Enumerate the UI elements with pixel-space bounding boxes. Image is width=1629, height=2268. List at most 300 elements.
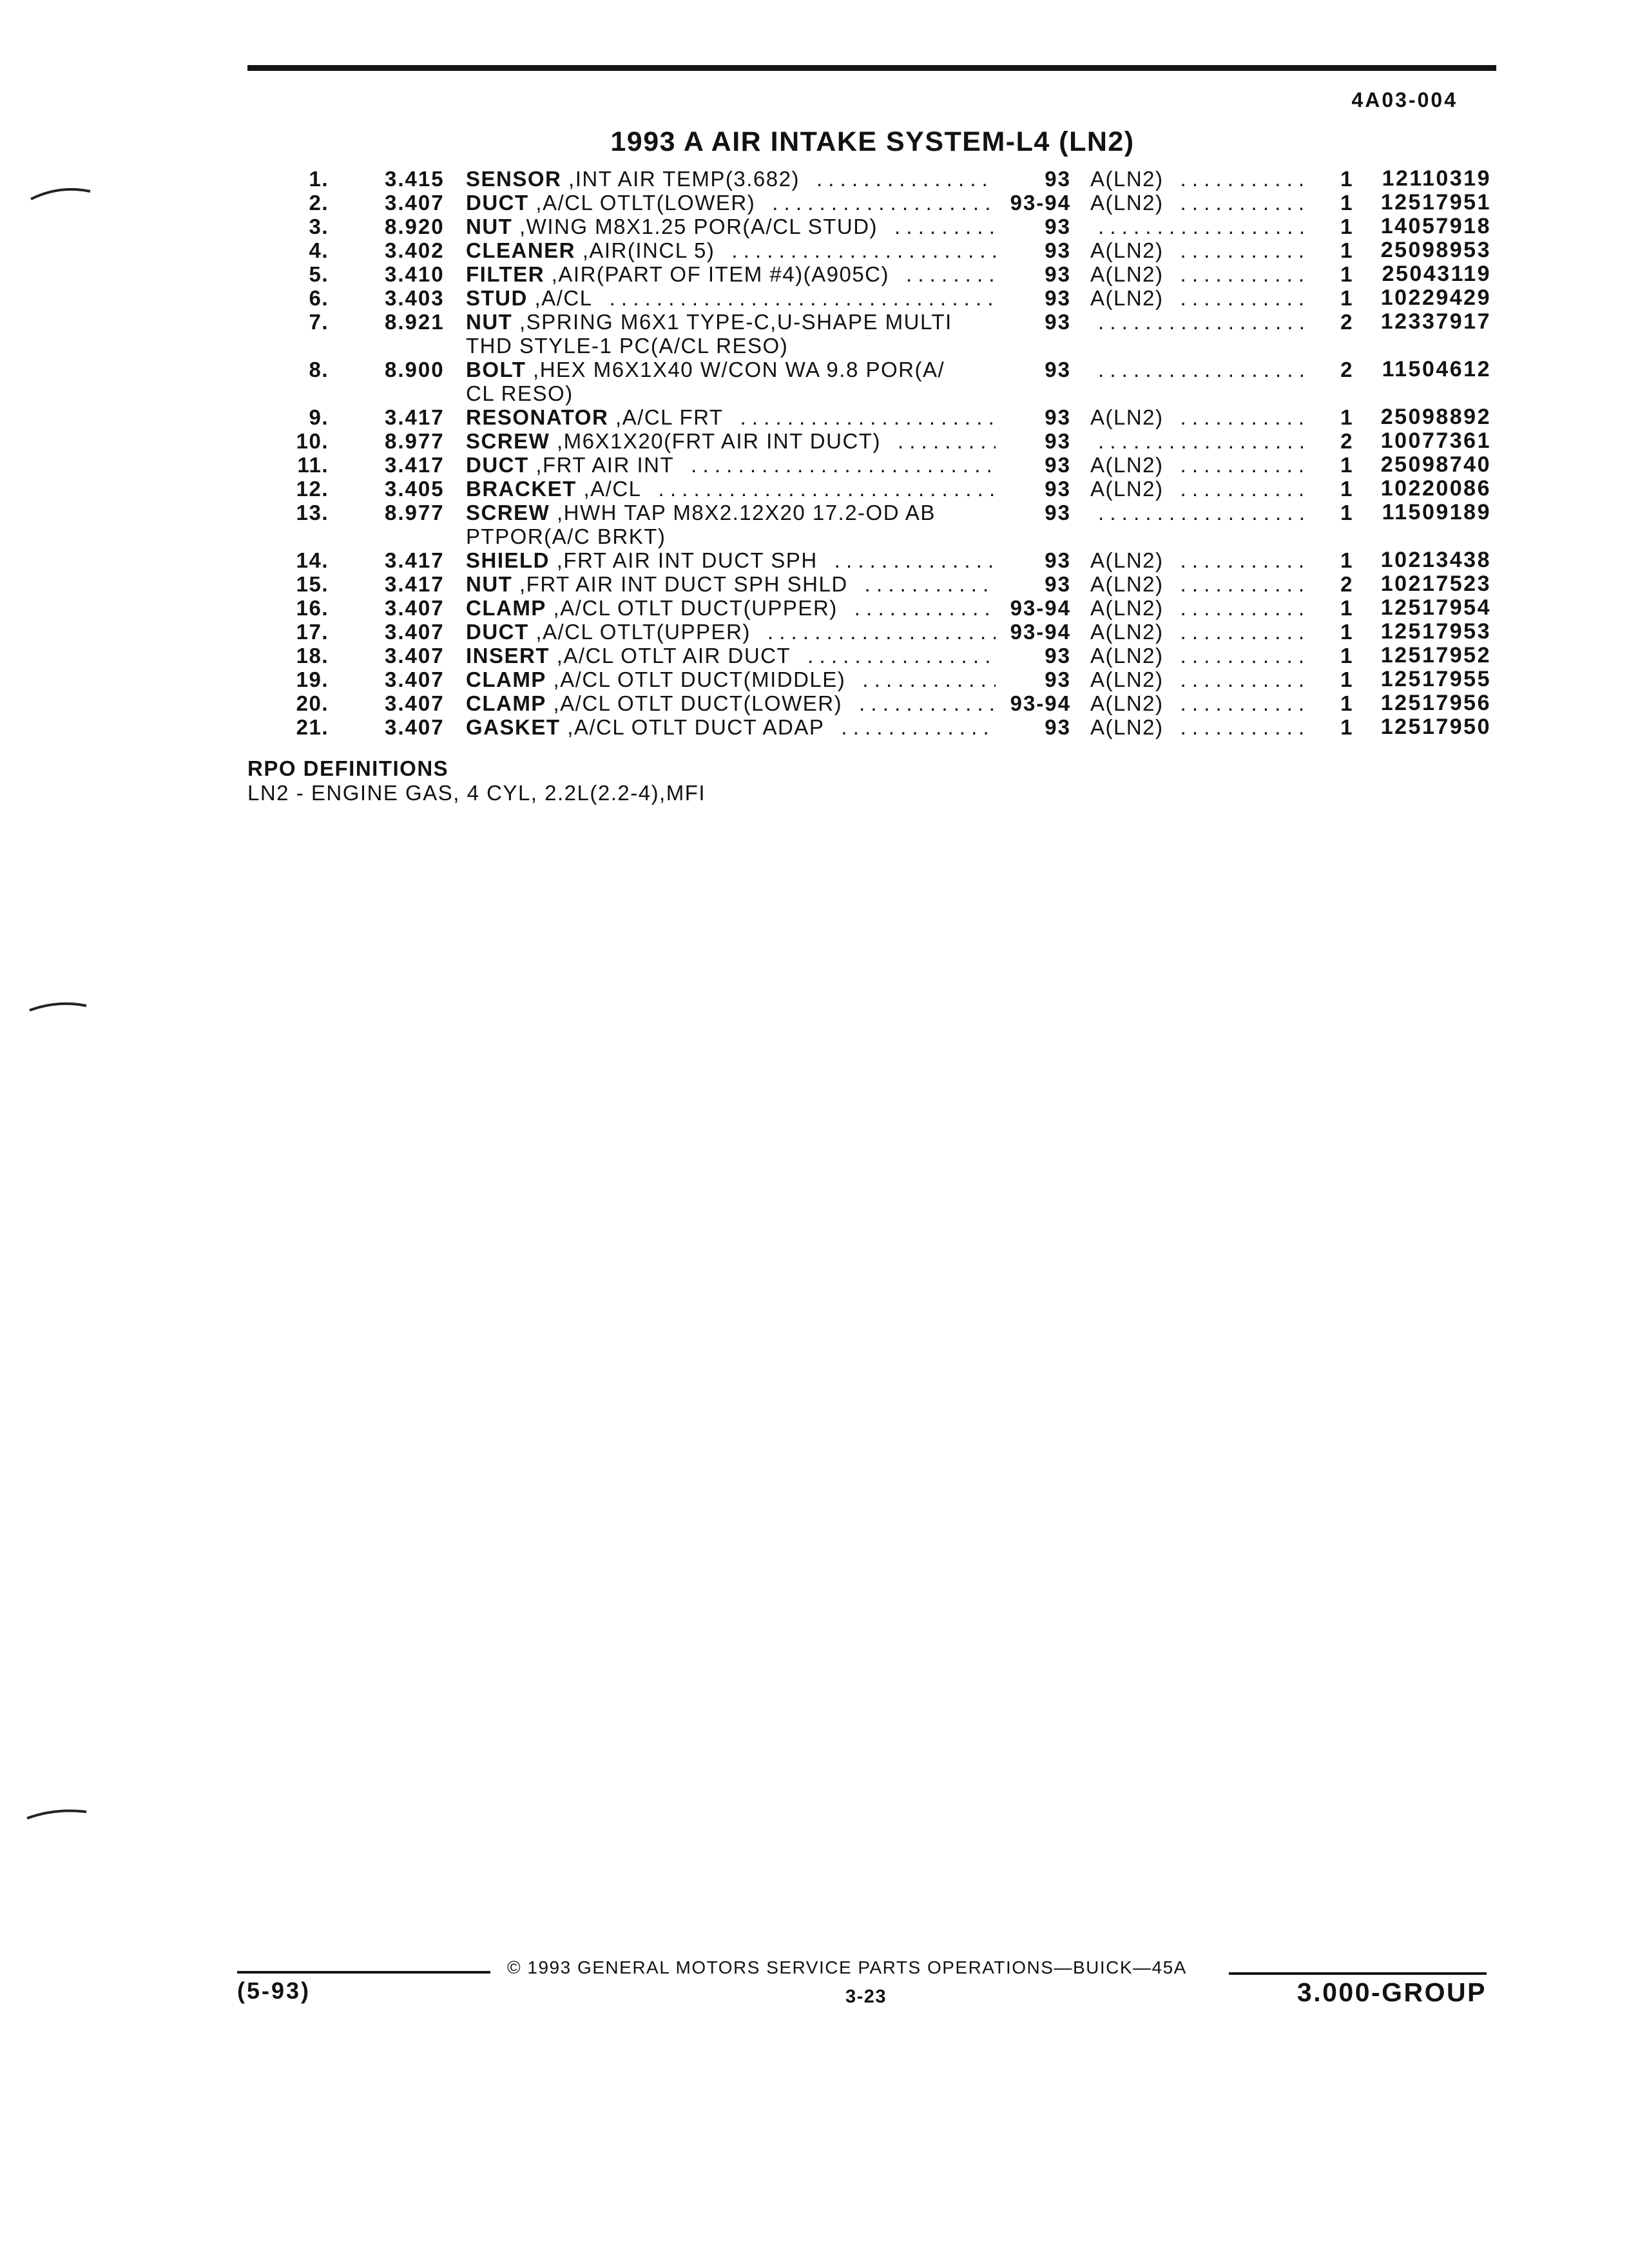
part-description [466, 477, 996, 501]
part-detail: ,AIR(PART OF ITEM #4)(A905C) [551, 262, 889, 286]
part-detail: ,A/CL OTLT(LOWER) [535, 191, 756, 215]
leader-dots [894, 215, 996, 238]
model-years: 93 [1045, 429, 1071, 453]
part-name: NUT [466, 310, 513, 334]
page-title: 1993 A AIR INTAKE SYSTEM-L4 (LN2) [610, 126, 1135, 157]
parts-row [0, 215, 1629, 238]
group-number: 3.410 [385, 262, 445, 286]
usage-code [1090, 358, 1304, 381]
group-number: 3.407 [385, 644, 445, 668]
description-text [466, 167, 800, 191]
part-number: 14057918 [1380, 214, 1491, 238]
parts-row [0, 691, 1629, 715]
parts-row-line [0, 453, 1629, 477]
part-number: 11504612 [1382, 357, 1491, 381]
part-name: SENSOR [466, 167, 562, 191]
usage-text: A(LN2) [1090, 668, 1164, 691]
model-years: 93 [1045, 715, 1071, 739]
part-name: SCREW [466, 429, 550, 453]
part-detail: ,FRT AIR INT DUCT SPH [556, 548, 818, 572]
item-number: 15. [296, 572, 329, 596]
usage-text: A(LN2) [1090, 405, 1164, 429]
part-description [466, 191, 996, 215]
part-name: BOLT [466, 358, 526, 381]
parts-row-line [0, 715, 1629, 739]
part-description [466, 668, 996, 691]
parts-row-line [0, 191, 1629, 215]
item-number: 18. [296, 644, 329, 668]
part-number: 10213438 [1380, 548, 1491, 572]
part-description [466, 644, 996, 668]
description-text [466, 620, 751, 644]
model-years: 93 [1045, 286, 1071, 310]
model-years: 93-94 [1010, 191, 1071, 215]
quantity: 1 [1340, 262, 1353, 286]
usage-code [1090, 429, 1304, 453]
model-years: 93 [1045, 238, 1071, 262]
leader-dots [1181, 453, 1304, 477]
leader-dots [1181, 262, 1304, 286]
footer-rule-left [237, 1971, 490, 1974]
copyright-notice: © 1993 GENERAL MOTORS SERVICE PARTS OPERATIONS—BUICK—45A [507, 1957, 1187, 1977]
description-text [466, 358, 945, 381]
parts-row [0, 238, 1629, 262]
group-number: 3.417 [385, 405, 445, 429]
description-text [466, 691, 842, 715]
leader-dots [1181, 691, 1304, 715]
leader-dots [1181, 238, 1304, 262]
description-text [466, 262, 889, 286]
quantity: 1 [1340, 453, 1353, 477]
quantity: 1 [1340, 238, 1353, 262]
parts-row [0, 620, 1629, 644]
usage-text: A(LN2) [1090, 644, 1164, 668]
usage-text: A(LN2) [1090, 715, 1164, 739]
usage-text: A(LN2) [1090, 262, 1164, 286]
leader-dots [1181, 596, 1304, 620]
usage-code [1090, 668, 1304, 691]
quantity: 1 [1340, 191, 1353, 215]
parts-row-line [0, 358, 1629, 381]
usage-text: A(LN2) [1090, 691, 1164, 715]
item-number: 7. [309, 310, 329, 334]
description-text [466, 405, 724, 429]
part-number: 10077361 [1380, 428, 1491, 453]
parts-row-line [0, 668, 1629, 691]
part-detail: ,WING M8X1.25 POR(A/CL STUD) [519, 215, 878, 238]
group-number: 3.417 [385, 453, 445, 477]
part-detail: ,A/CL FRT [615, 405, 724, 429]
description-text [466, 668, 845, 691]
parts-row [0, 191, 1629, 215]
item-number: 1. [309, 167, 329, 191]
part-number: 11509189 [1382, 500, 1491, 524]
part-name: BRACKET [466, 477, 577, 501]
item-number: 4. [309, 238, 329, 262]
group-number: 8.920 [385, 215, 445, 238]
part-detail: ,A/CL OTLT DUCT(UPPER) [553, 596, 838, 620]
usage-code [1090, 238, 1304, 262]
usage-code [1090, 596, 1304, 620]
group-number: 3.402 [385, 238, 445, 262]
usage-text: A(LN2) [1090, 477, 1164, 501]
leader-dots [1181, 167, 1304, 191]
part-number: 10229429 [1380, 285, 1491, 310]
parts-row-line [0, 596, 1629, 620]
model-years: 93 [1045, 644, 1071, 668]
group-number: 3.407 [385, 620, 445, 644]
quantity: 1 [1340, 691, 1353, 715]
top-rule [247, 65, 1496, 71]
part-name: INSERT [466, 644, 550, 668]
part-name: NUT [466, 572, 513, 596]
part-description [466, 405, 996, 429]
usage-code [1090, 477, 1304, 501]
description-text [466, 572, 848, 596]
part-description [466, 262, 996, 286]
group-number: 3.405 [385, 477, 445, 501]
group-label: 3.000-GROUP [1296, 1977, 1487, 2007]
item-number: 17. [296, 620, 329, 644]
description-text [466, 310, 952, 334]
model-years: 93 [1045, 668, 1071, 691]
description-text [466, 238, 715, 262]
part-detail: ,INT AIR TEMP(3.682) [568, 167, 800, 191]
parts-row [0, 501, 1629, 548]
part-detail: ,A/CL [583, 477, 642, 501]
parts-row-line [0, 644, 1629, 668]
usage-text: A(LN2) [1090, 572, 1164, 596]
quantity: 1 [1340, 215, 1353, 238]
leader-dots [1181, 477, 1304, 501]
usage-code [1090, 691, 1304, 715]
item-number: 5. [309, 262, 329, 286]
group-number: 8.900 [385, 358, 445, 381]
part-description [466, 715, 996, 739]
part-detail: ,FRT AIR INT DUCT SPH SHLD [519, 572, 848, 596]
footer-rule-right [1229, 1972, 1487, 1975]
usage-code [1090, 167, 1304, 191]
item-number: 13. [296, 501, 329, 524]
part-number: 12517955 [1380, 667, 1491, 691]
part-number: 12517951 [1380, 190, 1491, 215]
group-number: 3.417 [385, 548, 445, 572]
part-number: 25043119 [1382, 262, 1491, 286]
item-number: 14. [296, 548, 329, 572]
part-description [466, 429, 996, 453]
leader-dots [807, 644, 996, 668]
part-detail: ,A/CL OTLT(UPPER) [535, 620, 751, 644]
part-name: CLAMP [466, 691, 546, 715]
part-detail: ,SPRING M6X1 TYPE-C,U-SHAPE MULTI [519, 310, 952, 334]
leader-dots [834, 548, 996, 572]
quantity: 2 [1340, 358, 1353, 381]
item-number: 8. [309, 358, 329, 381]
usage-code [1090, 715, 1304, 739]
part-description [466, 691, 996, 715]
group-number: 3.407 [385, 691, 445, 715]
part-description [466, 286, 996, 310]
quantity: 1 [1340, 286, 1353, 310]
parts-row-continuation [0, 334, 1629, 358]
usage-code [1090, 191, 1304, 215]
item-number: 3. [309, 215, 329, 238]
part-detail: ,M6X1X20(FRT AIR INT DUCT) [557, 429, 881, 453]
usage-text: A(LN2) [1090, 453, 1164, 477]
leader-dots [1181, 715, 1304, 739]
leader-dots [841, 715, 996, 739]
model-years: 93 [1045, 405, 1071, 429]
part-number: 12517950 [1380, 715, 1491, 739]
leader-dots [1181, 286, 1304, 310]
description-text [466, 548, 818, 572]
scan-mark [27, 1811, 86, 1818]
part-number: 12337917 [1380, 309, 1491, 334]
parts-row-line [0, 620, 1629, 644]
quantity: 1 [1340, 501, 1353, 524]
quantity: 1 [1340, 668, 1353, 691]
part-name: SCREW [466, 501, 550, 524]
usage-text: A(LN2) [1090, 620, 1164, 644]
leader-dots [906, 262, 996, 286]
item-number: 19. [296, 668, 329, 691]
part-name: RESONATOR [466, 405, 609, 429]
leader-dots [854, 596, 996, 620]
parts-row [0, 596, 1629, 620]
parts-row-line [0, 310, 1629, 334]
part-number: 25098953 [1380, 238, 1491, 262]
part-description [466, 572, 996, 596]
parts-row [0, 286, 1629, 310]
usage-text: A(LN2) [1090, 167, 1164, 191]
usage-code [1090, 548, 1304, 572]
leader-dots [865, 572, 996, 596]
description-text [466, 191, 755, 215]
part-name: DUCT [466, 453, 529, 477]
usage-text: A(LN2) [1090, 191, 1164, 215]
description-text [466, 501, 936, 524]
leader-dots [1181, 620, 1304, 644]
leader-dots [1098, 501, 1304, 524]
model-years: 93 [1045, 310, 1071, 334]
item-number: 10. [296, 429, 329, 453]
item-number: 11. [297, 453, 329, 477]
part-name: GASKET [466, 715, 561, 739]
leader-dots [1181, 191, 1304, 215]
quantity: 1 [1340, 620, 1353, 644]
parts-row [0, 548, 1629, 572]
parts-row-line [0, 572, 1629, 596]
part-number: 25098892 [1380, 405, 1491, 429]
leader-dots [1181, 548, 1304, 572]
page-number: 3-23 [845, 1986, 887, 2007]
usage-code [1090, 215, 1304, 238]
parts-row-line [0, 691, 1629, 715]
usage-code [1090, 286, 1304, 310]
parts-row [0, 453, 1629, 477]
parts-row-line [0, 501, 1629, 524]
part-name: CLAMP [466, 668, 546, 691]
quantity: 2 [1340, 572, 1353, 596]
leader-dots [1098, 429, 1304, 453]
description-text [466, 596, 838, 620]
leader-dots [859, 691, 996, 715]
usage-text: A(LN2) [1090, 596, 1164, 620]
part-number: 25098740 [1380, 452, 1491, 477]
leader-dots [772, 191, 996, 215]
usage-code [1090, 453, 1304, 477]
group-number: 3.417 [385, 572, 445, 596]
part-name: CLEANER [466, 238, 576, 262]
model-years: 93 [1045, 477, 1071, 501]
part-name: SHIELD [466, 548, 550, 572]
model-years: 93-94 [1010, 620, 1071, 644]
part-number: 12517956 [1380, 691, 1491, 715]
description-text [466, 644, 791, 668]
parts-row-line [0, 286, 1629, 310]
parts-row [0, 310, 1629, 358]
document-code: 4A03-004 [1351, 88, 1458, 111]
leader-dots [731, 238, 996, 262]
model-years: 93 [1045, 453, 1071, 477]
parts-row [0, 572, 1629, 596]
usage-text: A(LN2) [1090, 286, 1164, 310]
part-number: 12517953 [1380, 619, 1491, 644]
model-years: 93 [1045, 548, 1071, 572]
item-number: 16. [296, 596, 329, 620]
item-number: 20. [296, 691, 329, 715]
rpo-heading: RPO DEFINITIONS [247, 756, 449, 780]
description-text [466, 715, 824, 739]
group-number: 8.977 [385, 429, 445, 453]
description-text [466, 453, 674, 477]
part-detail: ,AIR(INCL 5) [582, 238, 715, 262]
parts-row-line [0, 262, 1629, 286]
quantity: 2 [1340, 310, 1353, 334]
quantity: 1 [1340, 596, 1353, 620]
description-text [466, 286, 593, 310]
leader-dots [1181, 405, 1304, 429]
part-description [466, 310, 996, 334]
model-years: 93 [1045, 167, 1071, 191]
model-years: 93 [1045, 215, 1071, 238]
part-name: FILTER [466, 262, 545, 286]
usage-code [1090, 572, 1304, 596]
parts-row [0, 668, 1629, 691]
parts-list [0, 167, 1629, 739]
leader-dots [816, 167, 996, 191]
parts-row-line [0, 238, 1629, 262]
part-detail: ,A/CL OTLT DUCT(LOWER) [553, 691, 843, 715]
usage-code [1090, 405, 1304, 429]
group-number: 3.415 [385, 167, 445, 191]
parts-row-line [0, 167, 1629, 191]
part-detail: ,HWH TAP M8X2.12X20 17.2-OD AB [557, 501, 936, 524]
usage-code [1090, 310, 1304, 334]
part-name: NUT [466, 215, 513, 238]
item-number: 12. [296, 477, 329, 501]
part-number: 12110319 [1382, 166, 1491, 191]
group-number: 3.407 [385, 668, 445, 691]
usage-code [1090, 262, 1304, 286]
parts-row-line [0, 405, 1629, 429]
parts-row [0, 715, 1629, 739]
group-number: 8.921 [385, 310, 445, 334]
part-description [466, 501, 996, 524]
part-description [466, 596, 996, 620]
group-number: 8.977 [385, 501, 445, 524]
rpo-definition: LN2 - ENGINE GAS, 4 CYL, 2.2L(2.2-4),MFI [247, 781, 706, 805]
part-detail: ,FRT AIR INT [535, 453, 675, 477]
quantity: 1 [1340, 644, 1353, 668]
scan-mark [30, 1004, 86, 1010]
part-name: CLAMP [466, 596, 546, 620]
part-description [466, 453, 996, 477]
parts-row-line [0, 548, 1629, 572]
group-number: 3.407 [385, 191, 445, 215]
part-detail: ,A/CL OTLT DUCT ADAP [567, 715, 825, 739]
part-description [466, 238, 996, 262]
model-years: 93 [1045, 262, 1071, 286]
part-detail: ,A/CL OTLT DUCT(MIDDLE) [553, 668, 846, 691]
part-name: DUCT [466, 191, 529, 215]
parts-row [0, 429, 1629, 453]
usage-text: A(LN2) [1090, 238, 1164, 262]
usage-text: A(LN2) [1090, 548, 1164, 572]
parts-row-line [0, 429, 1629, 453]
description-text [466, 429, 881, 453]
part-description-continued: THD STYLE-1 PC(A/CL RESO) [466, 334, 789, 358]
quantity: 2 [1340, 429, 1353, 453]
leader-dots [740, 405, 996, 429]
parts-row-continuation [0, 524, 1629, 548]
description-text [466, 215, 878, 238]
revision-date: (5-93) [237, 1977, 311, 2004]
part-description [466, 620, 996, 644]
part-detail: ,HEX M6X1X40 W/CON WA 9.8 POR(A/ [533, 358, 945, 381]
leader-dots [610, 286, 996, 310]
parts-row [0, 167, 1629, 191]
part-description-continued: PTPOR(A/C BRKT) [466, 524, 666, 548]
part-name: DUCT [466, 620, 529, 644]
usage-code [1090, 501, 1304, 524]
part-detail: ,A/CL [534, 286, 593, 310]
leader-dots [1181, 644, 1304, 668]
model-years: 93-94 [1010, 596, 1071, 620]
parts-row-line [0, 477, 1629, 501]
quantity: 1 [1340, 477, 1353, 501]
part-description [466, 548, 996, 572]
leader-dots [1098, 358, 1304, 381]
quantity: 1 [1340, 548, 1353, 572]
part-description [466, 215, 996, 238]
parts-row-line [0, 215, 1629, 238]
model-years: 93 [1045, 572, 1071, 596]
leader-dots [767, 620, 996, 644]
part-number: 10220086 [1380, 476, 1491, 501]
part-description [466, 358, 996, 381]
item-number: 6. [309, 286, 329, 310]
group-number: 3.407 [385, 596, 445, 620]
part-description-continued: CL RESO) [466, 381, 574, 405]
quantity: 1 [1340, 405, 1353, 429]
leader-dots [1181, 668, 1304, 691]
item-number: 2. [309, 191, 329, 215]
description-text [466, 477, 642, 501]
model-years: 93 [1045, 501, 1071, 524]
part-number: 10217523 [1380, 572, 1491, 596]
item-number: 9. [309, 405, 329, 429]
